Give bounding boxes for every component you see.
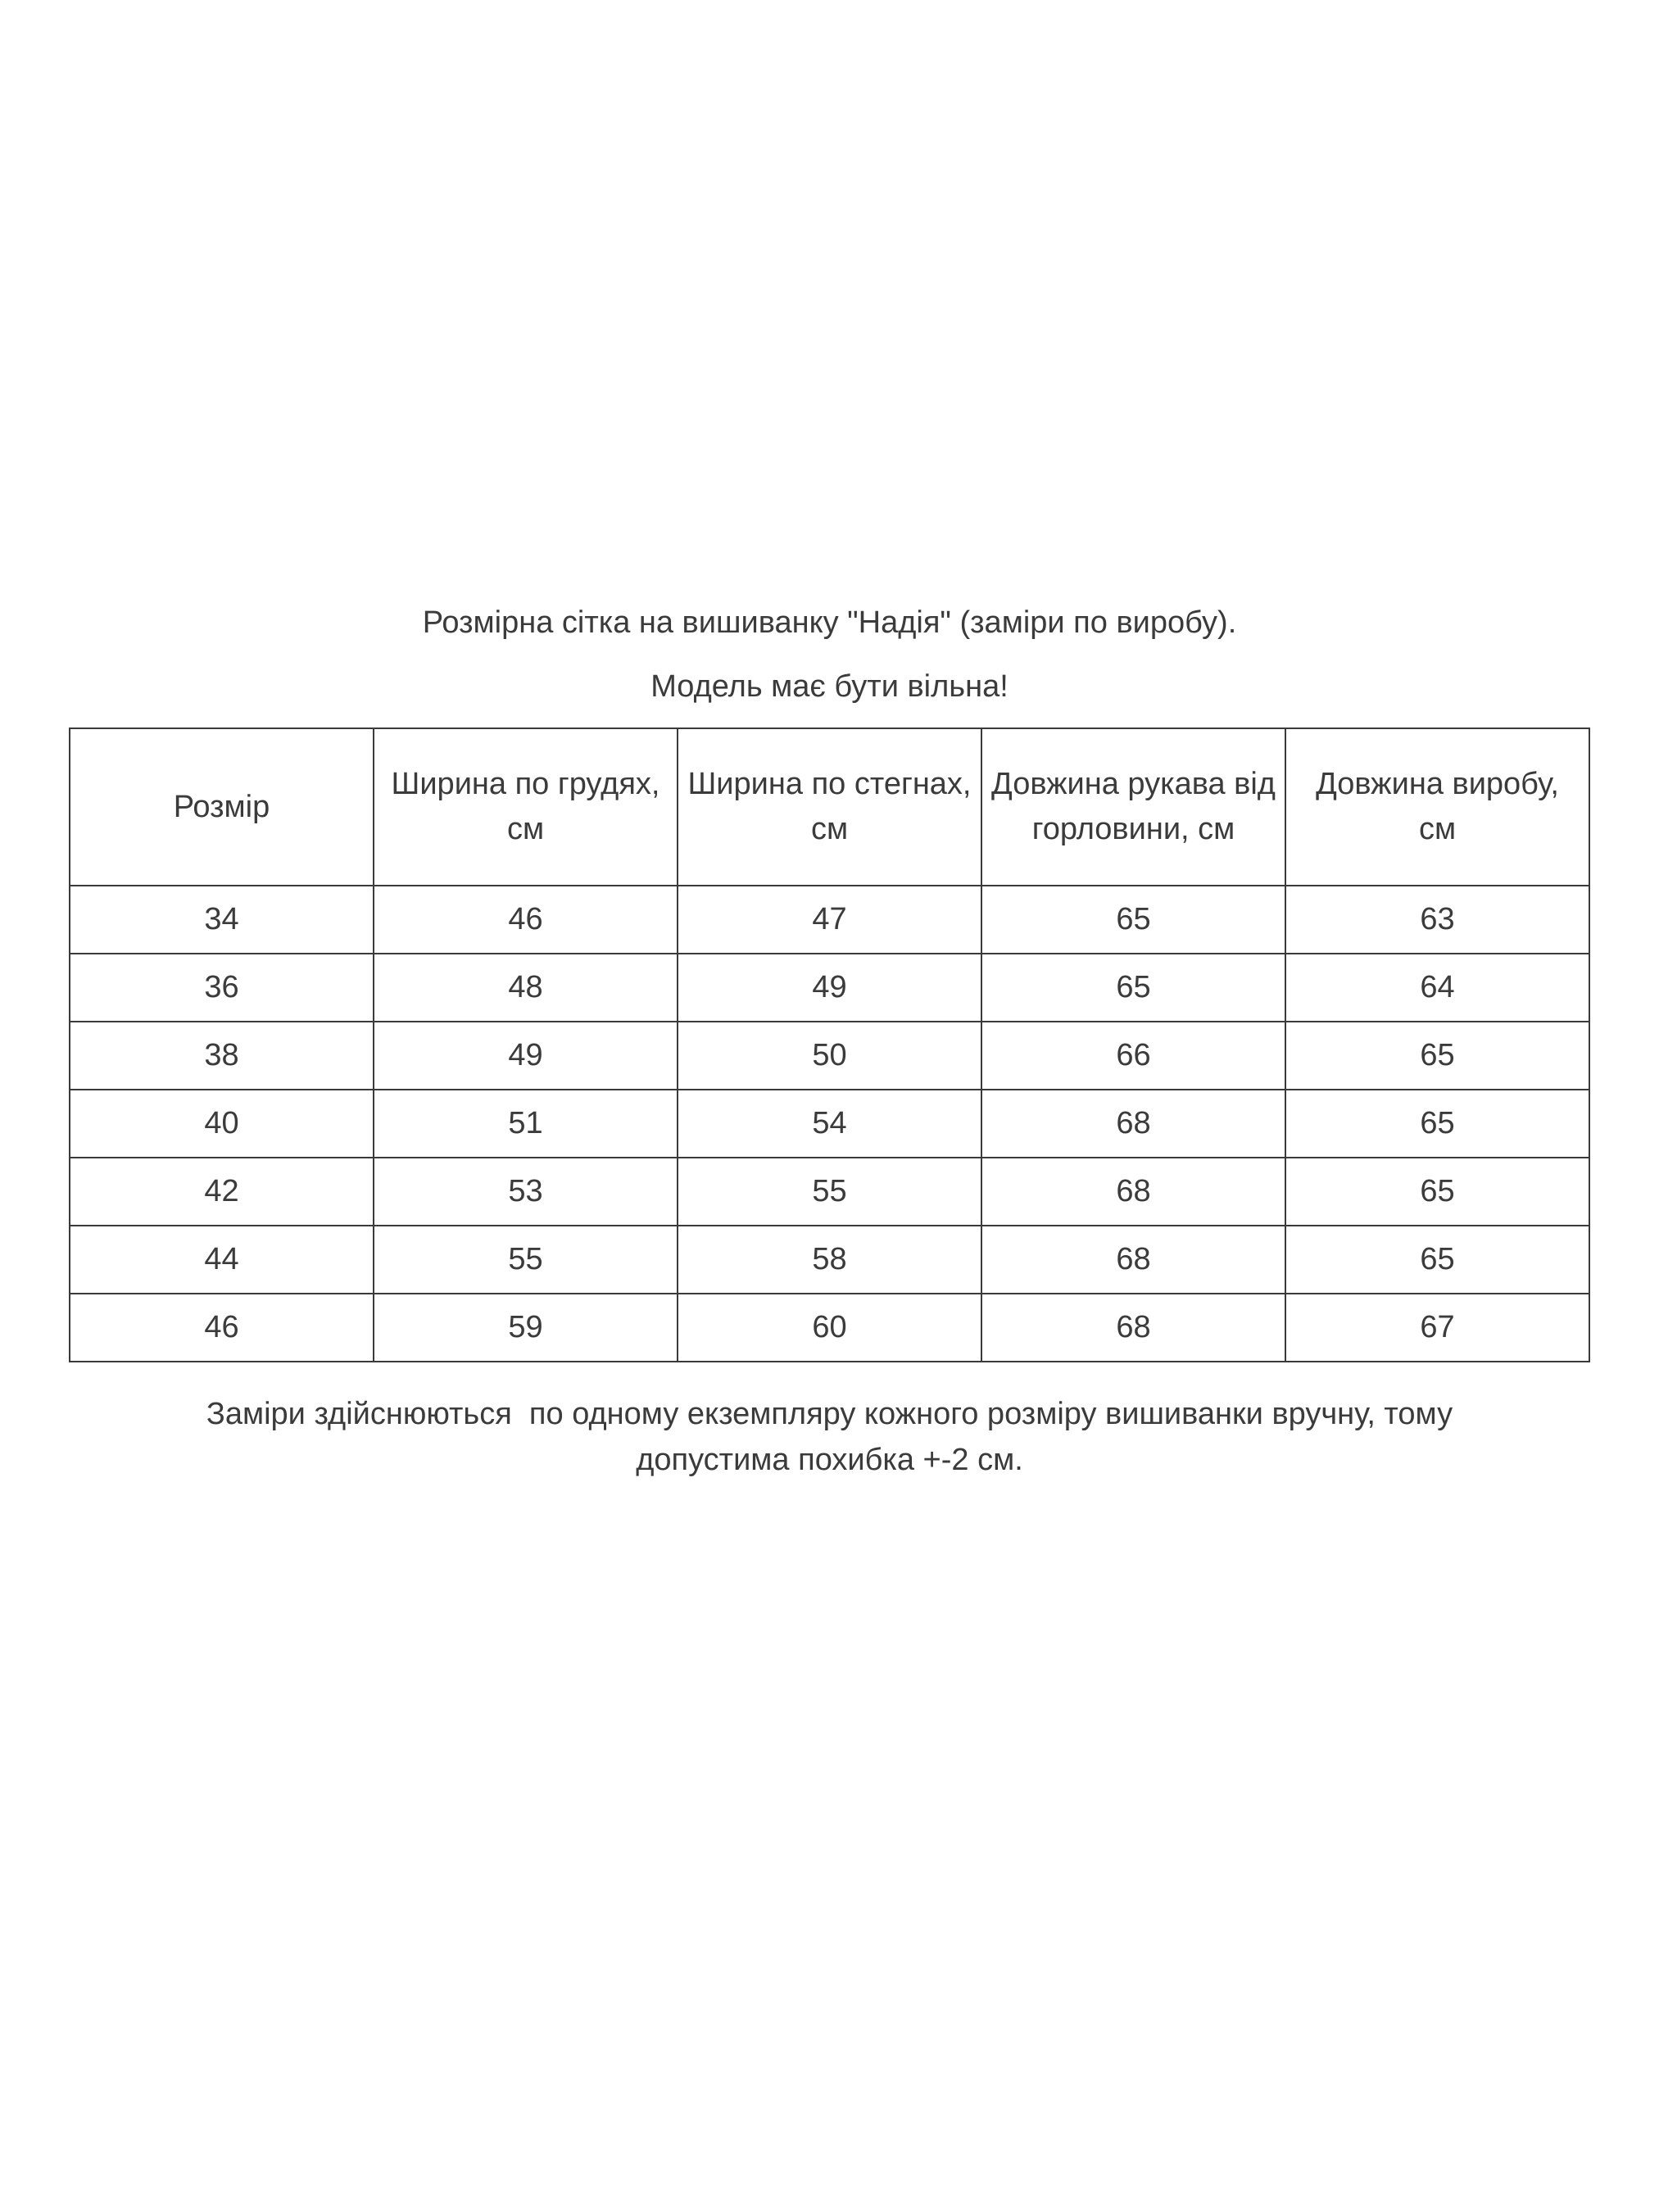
table-cell: 44 [70, 1226, 374, 1294]
page-title: Розмірна сітка на вишиванку "Надія" (заміри по виробу). [422, 605, 1237, 640]
table-body [70, 886, 1589, 1362]
table-cell: 63 [1285, 886, 1589, 954]
measurement-note-line: допустима похибка +-2 см. [636, 1443, 1023, 1477]
header-row [70, 728, 1589, 886]
table-row [70, 1294, 1589, 1362]
table-cell: 68 [981, 1294, 1285, 1362]
table-cell: 48 [374, 954, 678, 1022]
table-cell: 64 [1285, 954, 1589, 1022]
size-chart-table [69, 728, 1590, 1362]
table-cell: 50 [678, 1022, 981, 1090]
table-row [70, 1158, 1589, 1226]
table-cell: 55 [678, 1158, 981, 1226]
table-cell: 68 [981, 1158, 1285, 1226]
table-cell: 54 [678, 1090, 981, 1158]
column-header-garment-length: Довжина виробу, см [1285, 728, 1589, 886]
table-cell: 60 [678, 1294, 981, 1362]
table-cell: 34 [70, 886, 374, 954]
measurement-note-line: Заміри здійснюються по одному екземпляру кожного розміру вишиванки вручну, тому [206, 1397, 1453, 1431]
measurement-note [0, 1391, 1659, 1483]
table-cell: 42 [70, 1158, 374, 1226]
table-cell: 47 [678, 886, 981, 954]
table-cell: 51 [374, 1090, 678, 1158]
table-cell: 65 [981, 954, 1285, 1022]
table-cell: 38 [70, 1022, 374, 1090]
page-subtitle: Модель має бути вільна! [650, 669, 1009, 704]
table-header [70, 728, 1589, 886]
table-cell: 36 [70, 954, 374, 1022]
table-cell: 46 [70, 1294, 374, 1362]
table-cell: 58 [678, 1226, 981, 1294]
table-cell: 68 [981, 1090, 1285, 1158]
table-cell: 53 [374, 1158, 678, 1226]
table-cell: 66 [981, 1022, 1285, 1090]
table-row [70, 954, 1589, 1022]
table-cell: 65 [1285, 1226, 1589, 1294]
table-row [70, 1226, 1589, 1294]
table-cell: 67 [1285, 1294, 1589, 1362]
table-cell: 65 [1285, 1158, 1589, 1226]
table-row [70, 886, 1589, 954]
table-cell: 65 [981, 886, 1285, 954]
table-cell: 68 [981, 1226, 1285, 1294]
column-header-hip-width: Ширина по стегнах, см [678, 728, 981, 886]
table-row [70, 1090, 1589, 1158]
table-cell: 46 [374, 886, 678, 954]
column-header-chest-width: Ширина по грудях, см [374, 728, 678, 886]
table-cell: 49 [678, 954, 981, 1022]
table-cell: 65 [1285, 1022, 1589, 1090]
table-cell: 49 [374, 1022, 678, 1090]
column-header-size: Розмір [70, 728, 374, 886]
table-cell: 65 [1285, 1090, 1589, 1158]
table-row [70, 1022, 1589, 1090]
table-cell: 55 [374, 1226, 678, 1294]
table-cell: 40 [70, 1090, 374, 1158]
column-header-sleeve-length: Довжина рукава від горловини, см [981, 728, 1285, 886]
table-cell: 59 [374, 1294, 678, 1362]
